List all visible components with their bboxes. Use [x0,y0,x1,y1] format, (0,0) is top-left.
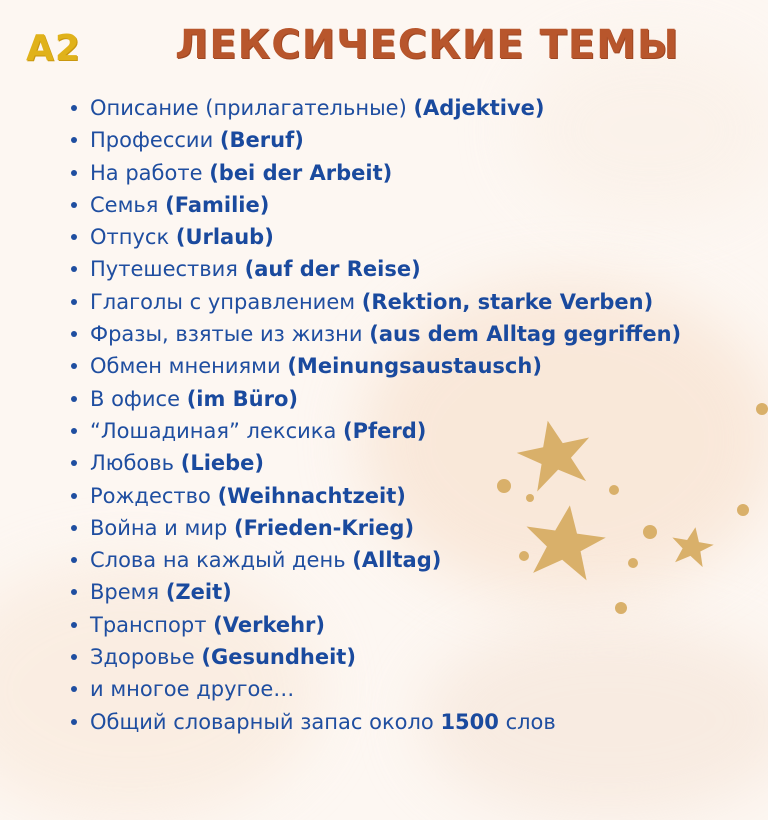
topic-russian: Профессии [90,128,214,153]
page-title: ЛЕКСИЧЕСКИЕ ТЕМЫ [175,22,680,68]
topic-russian: Война и мир [90,515,228,540]
topic-russian: Описание (прилагательные) [90,96,407,120]
topic-german: (Alltag) [352,548,442,573]
topic-russian: “Лошадиная” лексика [90,418,337,443]
topic-german: (Verkehr) [213,612,325,637]
topic-german: (Urlaub) [175,225,274,250]
topic-german: (Meinungsaustausch) [287,354,542,379]
star-icon [668,524,716,569]
topic-russian: Фразы, взятые из жизни [90,322,363,347]
topic-russian-suffix: слов [498,709,556,734]
topic-german: (Weihnachtzeit) [217,483,406,508]
topic-russian: Отпуск [90,225,170,250]
topic-german: (Frieden-Krieg) [234,515,415,540]
topic-russian: Общий словарный запас около [90,709,441,734]
topic-german: (Pferd) [343,418,427,443]
dot-icon [643,525,657,539]
topic-russian: Глаголы с управлением [90,289,356,314]
dot-icon [519,551,529,561]
topic-russian: и многое другое… [90,677,295,702]
topic-german: (auf der Reise) [244,257,421,282]
dot-icon [756,403,768,415]
level-badge: A2 [26,28,81,69]
dot-icon [628,558,638,568]
star-icon [520,500,609,582]
topic-russian: Обмен мнениями [90,354,281,379]
topic-russian: Здоровье [90,645,195,670]
star-icon [512,413,598,494]
topic-german: (Familie) [165,192,270,217]
dot-icon [497,479,511,493]
topic-german: (Beruf) [219,128,304,153]
topic-german: (Liebe) [180,451,265,476]
topic-german: (Adjektive) [413,96,545,120]
topic-german: (Rektion, starke Verben) [361,289,654,314]
topic-german: (aus dem Alltag gegriffen) [369,322,682,347]
topic-german: (Gesundheit) [201,645,356,670]
topic-german: (Zeit) [165,580,232,605]
topic-russian: Транспорт [90,612,207,637]
dot-icon [615,602,627,614]
topic-german: (bei der Arbeit) [209,160,393,185]
topic-russian: Семья [90,192,159,217]
topic-russian: Путешествия [90,257,238,282]
topic-german: (im Büro) [186,386,299,411]
topic-russian: На работе [90,160,203,185]
topic-russian: Слова на каждый день [90,548,346,573]
dot-icon [526,494,534,502]
topic-russian: Любовь [90,451,175,476]
topic-russian: Время [90,580,160,605]
dot-icon [609,485,619,495]
topic-german: 1500 [440,709,499,734]
topic-russian: Рождество [90,483,211,508]
dot-icon [737,504,749,516]
topic-russian: В офисе [90,386,180,411]
